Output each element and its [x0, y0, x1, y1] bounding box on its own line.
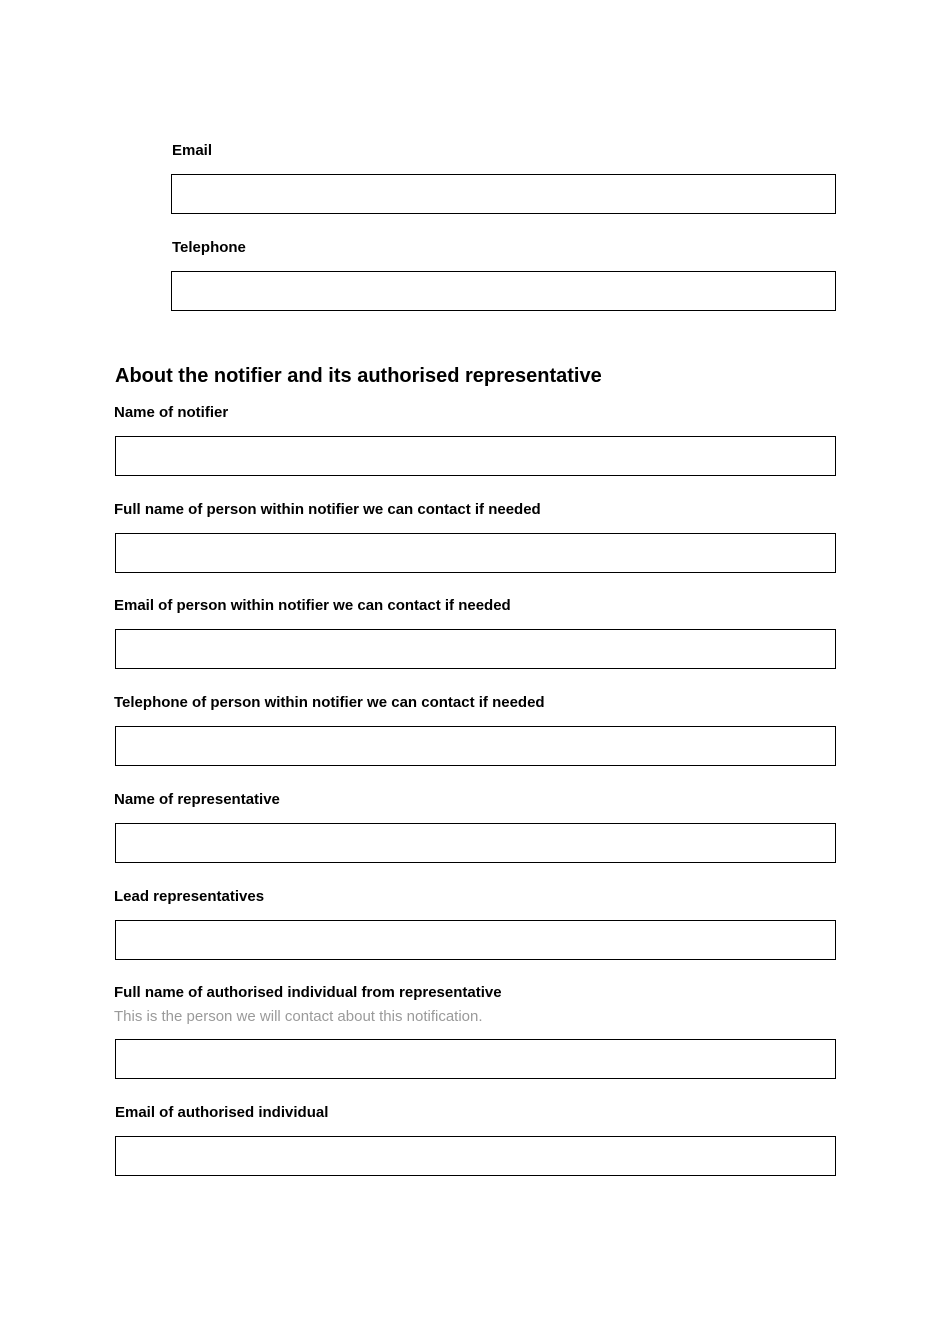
contact-email-label: Email of person within notifier we can contact if needed: [114, 597, 511, 614]
lead-representatives-label: Lead representatives: [114, 888, 265, 905]
email-field[interactable]: [171, 174, 836, 214]
contact-email-field[interactable]: [115, 629, 836, 669]
contact-telephone-field[interactable]: [115, 726, 836, 766]
contact-full-name-label: Full name of person within notifier we can contact if needed: [114, 501, 541, 518]
authorised-individual-email-field[interactable]: [115, 1136, 836, 1176]
representative-name-label: Name of representative: [114, 791, 280, 808]
telephone-label: Telephone: [172, 239, 246, 256]
contact-full-name-field[interactable]: [115, 533, 836, 573]
authorised-individual-name-hint: This is the person we will contact about this notification.: [114, 1008, 483, 1025]
lead-representatives-field[interactable]: [115, 920, 836, 960]
authorised-individual-name-label: Full name of authorised individual from representative: [114, 984, 502, 1001]
notifier-section-heading: About the notifier and its authorised representative: [115, 365, 602, 387]
name-of-notifier-field[interactable]: [115, 436, 836, 476]
telephone-field[interactable]: [171, 271, 836, 311]
authorised-individual-email-label: Email of authorised individual: [115, 1104, 329, 1121]
email-label: Email: [172, 142, 213, 159]
name-of-notifier-label: Name of notifier: [114, 404, 229, 421]
representative-name-field[interactable]: [115, 823, 836, 863]
contact-telephone-label: Telephone of person within notifier we can contact if needed: [114, 694, 545, 711]
authorised-individual-name-field[interactable]: [115, 1039, 836, 1079]
